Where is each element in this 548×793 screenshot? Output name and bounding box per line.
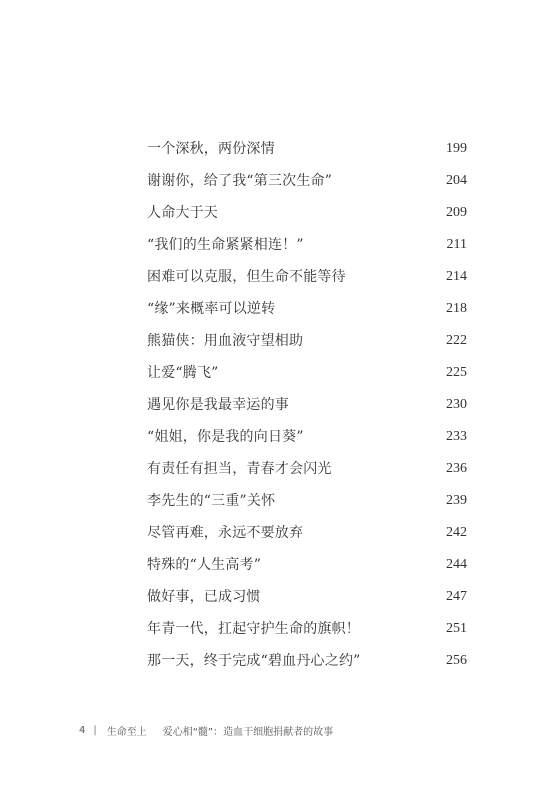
toc-entry[interactable] [147, 586, 467, 608]
footer-separator: | [93, 724, 97, 736]
toc-entry[interactable] [147, 426, 467, 448]
toc-entry[interactable] [147, 170, 467, 192]
toc-entry-page-number: 247 [446, 589, 467, 604]
toc-entry[interactable] [147, 554, 467, 576]
toc-entry[interactable] [147, 490, 467, 512]
toc-entry-title: 困难可以克服，但生命不能等待 [147, 269, 346, 285]
footer-page-number: 4 [79, 724, 86, 736]
toc-entry-page-number: 218 [446, 301, 467, 316]
toc-entry-title: 年青一代，扛起守护生命的旗帜！ [147, 621, 360, 637]
toc-entry[interactable] [147, 298, 467, 320]
toc-entry-title: “我们的生命紧紧相连！” [147, 237, 304, 253]
toc-entry-title: 有责任有担当，青春才会闪光 [147, 461, 332, 477]
toc-entry-title: 熊猫侠：用血液守望相助 [147, 333, 304, 349]
toc-entry[interactable] [147, 266, 467, 288]
toc-entry-title: 特殊的“人生高考” [147, 557, 262, 573]
toc-entry-title: 遇见你是我最幸运的事 [147, 397, 289, 413]
toc-entry-title: “缘”来概率可以逆转 [147, 301, 276, 317]
toc-entry-title: 让爱“腾飞” [147, 365, 219, 381]
toc-entry-page-number: 225 [446, 365, 467, 380]
toc-entry[interactable] [147, 522, 467, 544]
footer-book-title: 生命至上 [106, 726, 147, 738]
toc-entry-title: 李先生的“三重”关怀 [147, 493, 276, 509]
toc-entry-page-number: 222 [446, 333, 467, 348]
toc-entry-page-number: 256 [446, 653, 467, 668]
toc-entry[interactable] [147, 138, 467, 160]
toc-entry[interactable] [147, 458, 467, 480]
toc-entry-page-number: 242 [446, 525, 467, 540]
footer-book-subtitle: 爱心相“髓”：造血干细胞捐献者的故事 [162, 726, 334, 738]
toc-entry[interactable] [147, 394, 467, 416]
toc-entry[interactable] [147, 362, 467, 384]
toc-entry-page-number: 214 [446, 269, 467, 284]
toc-entry-title: 尽管再难，永远不要放弃 [147, 525, 304, 541]
toc-entry-page-number: 244 [446, 557, 467, 572]
toc-entry[interactable] [147, 234, 467, 256]
toc-entry-page-number: 199 [446, 141, 467, 156]
toc-entry-page-number: 251 [446, 621, 467, 636]
page-footer [79, 722, 333, 738]
toc-entry[interactable] [147, 618, 467, 640]
toc-entry-title: 做好事，已成习惯 [147, 589, 261, 605]
toc-entry-page-number: 209 [446, 205, 467, 220]
toc-entry-title: 谢谢你，给了我“第三次生命” [147, 173, 333, 189]
toc-entry-page-number: 239 [446, 493, 467, 508]
toc-entry-title: “姐姐，你是我的向日葵” [147, 429, 304, 445]
toc-entry-page-number: 204 [446, 173, 467, 188]
toc-entry-page-number: 211 [446, 237, 467, 252]
toc-entry-page-number: 230 [446, 397, 467, 412]
toc-entry-page-number: 233 [446, 429, 467, 444]
toc-entry-title: 人命大于天 [147, 205, 218, 221]
toc-entry[interactable] [147, 650, 467, 672]
toc-entry[interactable] [147, 330, 467, 352]
toc-entry-title: 一个深秋，两份深情 [147, 141, 275, 157]
toc-entry-page-number: 236 [446, 461, 467, 476]
toc-entry-title: 那一天，终于完成“碧血丹心之约” [147, 653, 361, 669]
toc-entry[interactable] [147, 202, 467, 224]
